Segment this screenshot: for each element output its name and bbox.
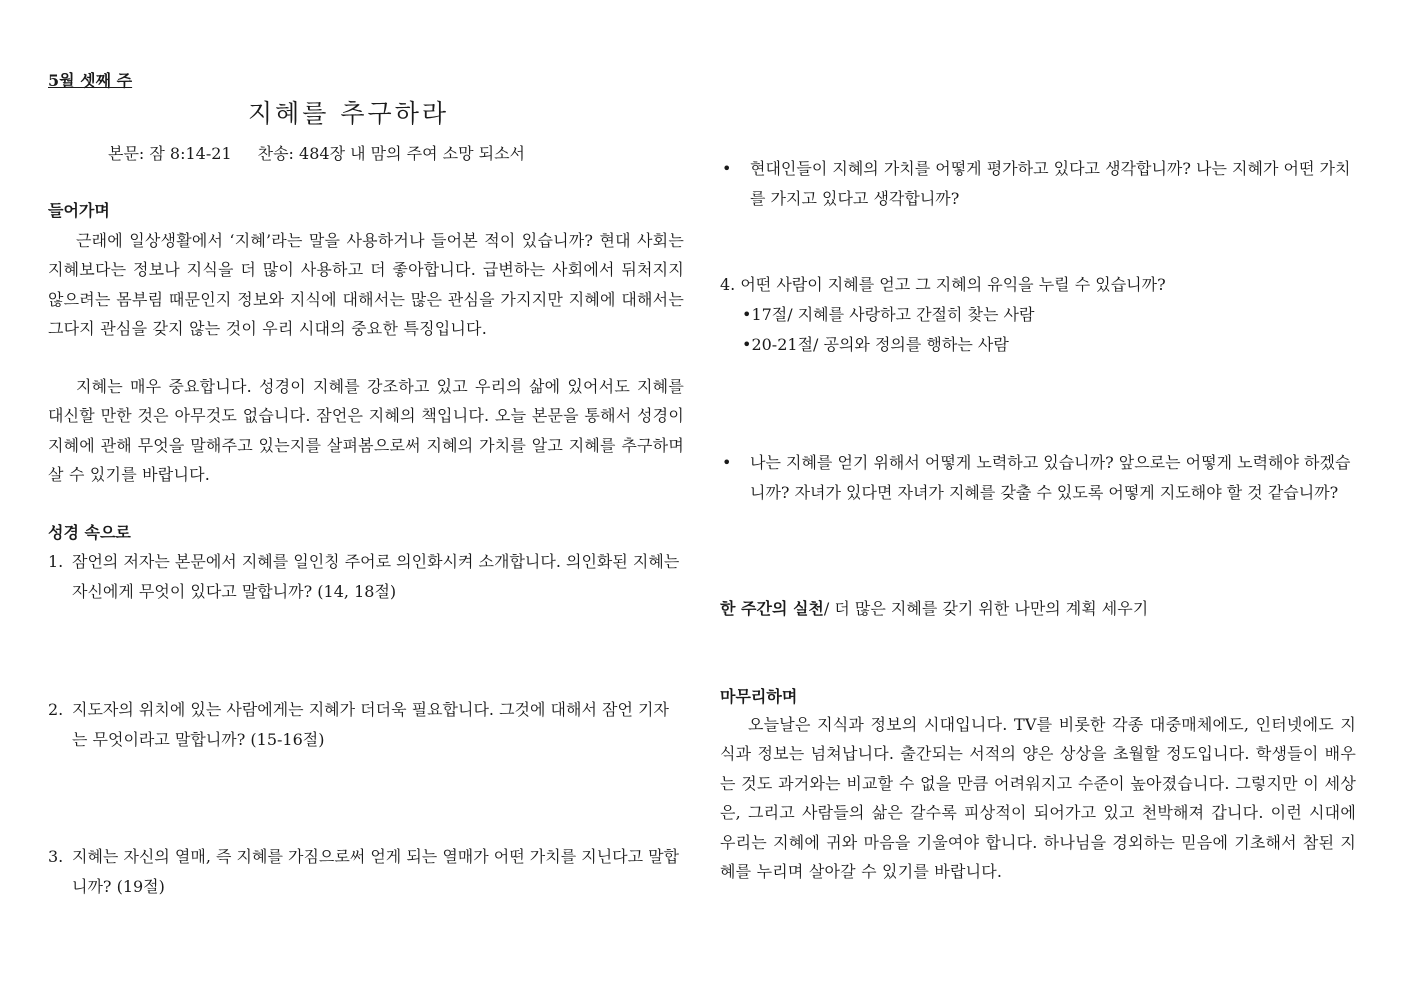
weekly-practice-label: 한 주간의 실천 [720, 599, 824, 618]
question-number: 3. [48, 847, 64, 866]
question-text: 지도자의 위치에 있는 사람에게는 지혜가 더더욱 필요합니다. 그것에 대해서 잠언 기자는 무엇이라고 말합니까? (15-16절) [72, 700, 669, 749]
bullet-icon: • [722, 159, 732, 178]
question-text: 잠언의 저자는 본문에서 지혜를 일인칭 주어로 의인화시켜 소개합니다. 의인화된 지혜는 자신에게 무엇이 있다고 말합니까? (14, 18절) [72, 552, 680, 601]
bullet-icon: • [722, 453, 732, 472]
closing-paragraph: 오늘날은 지식과 정보의 시대입니다. TV를 비롯한 각종 대중매체에도, 인터넷에도 지식과 정보는 넘쳐납니다. 출간되는 서적의 양은 상상을 초월할 정도입니다. 학생들이 배우는 것도 과거와는 비교할 수 없을 만큼 어려워지고 수준이 높아졌습니다. 그렇지만 이 세상은, 그리고 사람들의 삶은 갈수록 피상적이 되어가고 있고 천박해져 갑니다. 이런 시대에 우리는 지혜에 귀와 마음을 기울여야 합니다. 하나님을 경외하는 믿음에 기초해서 참된 지혜를 누리며 살아갈 수 있기를 바랍니다. [720, 715, 1356, 882]
page-title: 지혜를 추구하라 [248, 99, 449, 128]
question-3 [48, 842, 684, 901]
closing-heading: 마무리하며 [720, 687, 798, 706]
bullet-text: 현대인들이 지혜의 가치를 어떻게 평가하고 있다고 생각합니까? 나는 지혜가 어떤 가치를 가지고 있다고 생각합니까? [750, 159, 1351, 208]
question-text: 지혜는 자신의 열매, 즉 지혜를 가짐으로써 얻게 되는 열매가 어떤 가치를 지닌다고 말합니까? (19절) [72, 847, 680, 896]
bullet-text: 나는 지혜를 얻기 위해서 어떻게 노력하고 있습니까? 앞으로는 어떻게 노력해야 하겠습니까? 자녀가 있다면 자녀가 지혜를 갖출 수 있도록 어떻게 지도해야 할 것 같습니까? [750, 453, 1351, 502]
question-1 [48, 547, 684, 606]
question-4: 4. 어떤 사람이 지혜를 얻고 그 지혜의 유익을 누릴 수 있습니까? [720, 275, 1166, 294]
question-2 [48, 695, 684, 754]
question-4-item-1: •17절/ 지혜를 사랑하고 간절히 찾는 사람 [742, 305, 1035, 324]
question-number: 1. [48, 552, 64, 571]
reflection-bullet-2 [720, 448, 1356, 507]
week-label: 5월 셋째 주 [48, 71, 133, 90]
scripture-line [108, 141, 525, 164]
reflection-bullet-1 [720, 154, 1356, 213]
bible-heading: 성경 속으로 [48, 523, 131, 542]
question-number: 2. [48, 700, 64, 719]
weekly-practice [720, 596, 1148, 619]
intro-paragraph-2: 지혜는 매우 중요합니다. 성경이 지혜를 강조하고 있고 우리의 삶에 있어서도 지혜를 대신할 만한 것은 아무것도 없습니다. 잠언은 지혜의 책입니다. 오늘 본문을 통해서 성경이 지혜에 관해 무엇을 말해주고 있는지를 살펴봄으로써 지혜의 가치를 알고 지혜를 추구하며 살 수 있기를 바랍니다. [48, 377, 684, 485]
weekly-practice-text: / 더 많은 지혜를 갖기 위한 나만의 계획 세우기 [823, 599, 1149, 618]
question-4-item-2: •20-21절/ 공의와 정의를 행하는 사람 [742, 335, 1009, 354]
hymn-reference: 찬송: 484장 내 맘의 주여 소망 되소서 [257, 144, 526, 163]
intro-paragraph-1: 근래에 일상생활에서 ‘지혜’라는 말을 사용하거나 들어본 적이 있습니까? 현대 사회는 지혜보다는 정보나 지식을 더 많이 사용하고 더 좋아합니다. 급변하는 사회에서 뒤처지지 않으려는 몸부림 때문인지 정보와 지식에 대해서는 많은 관심을 가지지만 지혜에 대해서는 그다지 관심을 갖지 않는 것이 우리 시대의 중요한 특징입니다. [48, 231, 684, 339]
intro-heading: 들어가며 [48, 201, 110, 220]
scripture-reference: 본문: 잠 8:14-21 [108, 144, 232, 163]
